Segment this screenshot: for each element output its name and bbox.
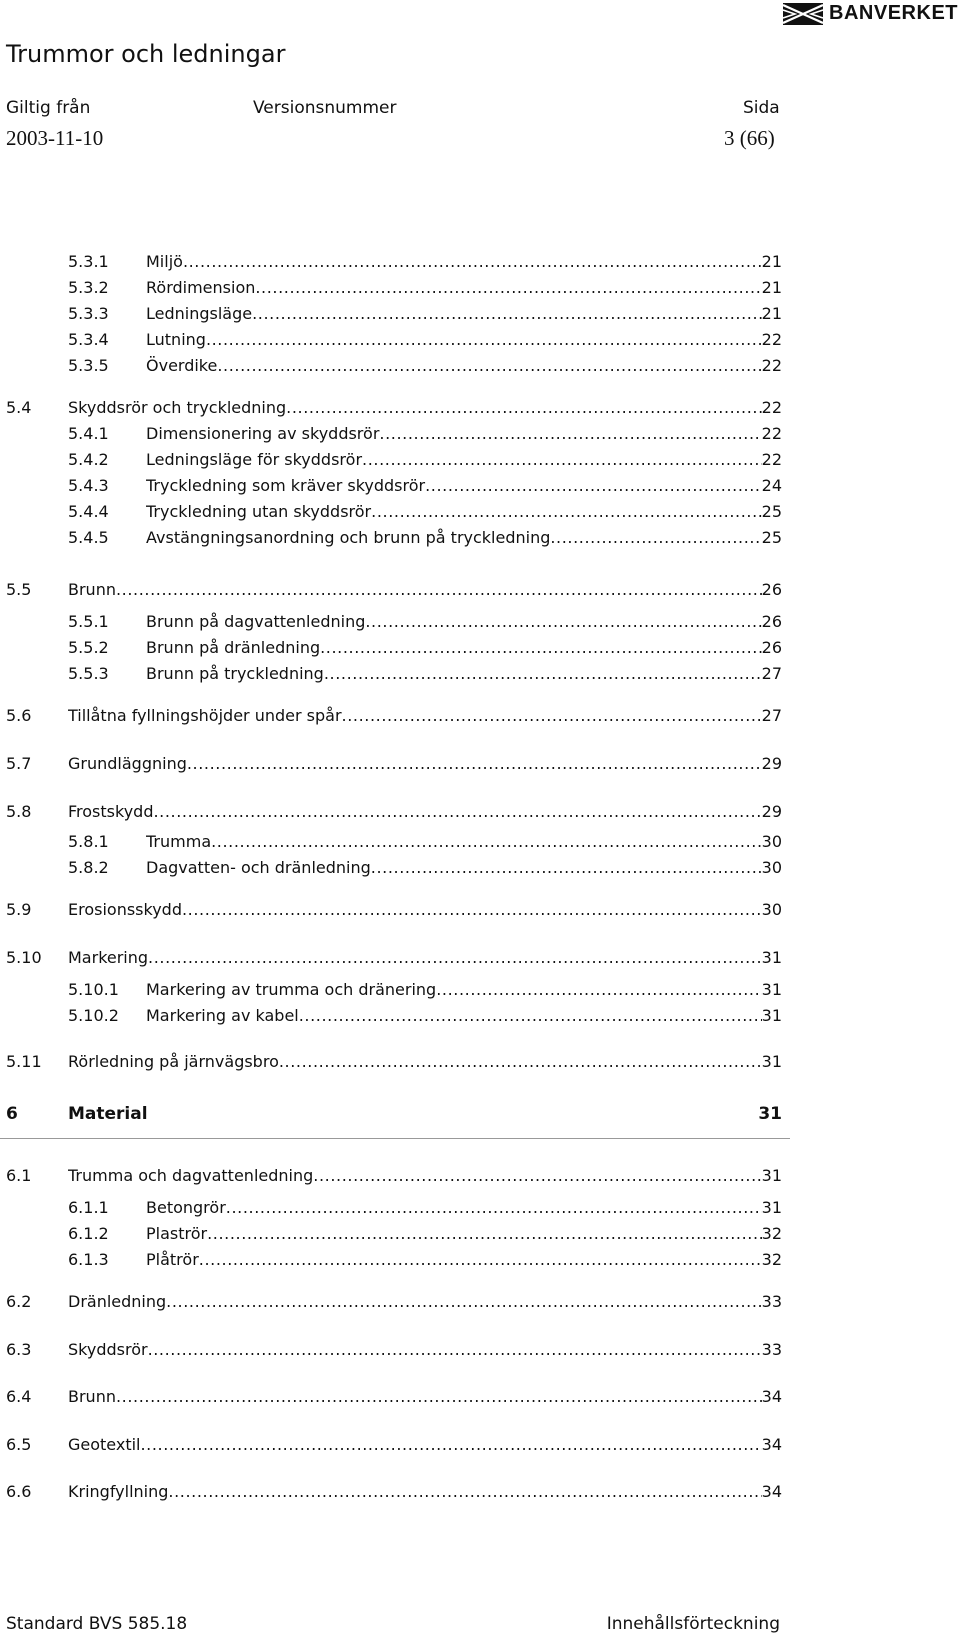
- page-number: 3 (66): [724, 126, 775, 150]
- toc-leader-dots: [116, 580, 762, 599]
- toc-leader-dots: [148, 948, 762, 967]
- toc-entry[interactable]: [68, 612, 782, 636]
- toc-entry[interactable]: [68, 476, 782, 500]
- toc-entry-number: 6.2: [6, 1292, 32, 1311]
- toc-leader-dots: [217, 356, 761, 375]
- version-label: Versionsnummer: [253, 98, 397, 118]
- toc-entry-page: 22: [761, 356, 782, 375]
- toc-leader-dots: [371, 502, 762, 521]
- toc-chapter-entry[interactable]: [6, 1104, 782, 1128]
- toc-entry-page: 21: [761, 278, 782, 297]
- toc-entry-number: 5.8: [6, 802, 32, 821]
- toc-entry-number: 6.4: [6, 1387, 32, 1406]
- toc-entry-title: Brunn på tryckledning: [146, 664, 324, 683]
- toc-entry-number: 5.4.1: [68, 424, 109, 443]
- toc-entry-page: 32: [761, 1224, 782, 1243]
- toc-entry[interactable]: [6, 706, 782, 730]
- toc-entry-number: 5.5.2: [68, 638, 109, 657]
- toc-entry-title: Erosionsskydd: [68, 900, 182, 919]
- logo-text: BANVERKET: [829, 2, 958, 24]
- toc-entry[interactable]: [6, 802, 782, 826]
- toc-entry-page: 21: [761, 252, 782, 271]
- toc-entry-title: Brunn: [68, 1387, 116, 1406]
- toc-entry[interactable]: [6, 1435, 782, 1459]
- toc-entry-number: 6.6: [6, 1482, 32, 1501]
- toc-entry-number: 5.5: [6, 580, 32, 599]
- toc-leader-dots: [320, 638, 762, 657]
- toc-entry-title: Tryckledning utan skyddsrör: [146, 502, 372, 521]
- toc-leader-dots: [371, 858, 762, 877]
- toc-entry[interactable]: [68, 330, 782, 354]
- toc-entry-number: 5.4.4: [68, 502, 109, 521]
- toc-entry-number: 5.5.1: [68, 612, 109, 631]
- toc-entry-title: Skyddsrör och tryckledning: [68, 398, 287, 417]
- toc-entry-page: 31: [761, 1006, 782, 1025]
- toc-entry[interactable]: [6, 1052, 782, 1076]
- toc-entry-title: Lutning: [146, 330, 206, 349]
- toc-entry-page: 27: [761, 706, 782, 725]
- toc-entry[interactable]: [6, 1482, 782, 1506]
- banverket-logo: [783, 2, 958, 25]
- toc-entry[interactable]: [68, 1250, 782, 1274]
- toc-entry-title: Tryckledning som kräver skyddsrör: [146, 476, 426, 495]
- toc-entry-page: 22: [761, 450, 782, 469]
- toc-entry[interactable]: [68, 450, 782, 474]
- document-title: Trummor och ledningar: [6, 40, 286, 68]
- toc-entry-title: Ledningsläge: [146, 304, 253, 323]
- toc-entry-page: 31: [761, 948, 782, 967]
- toc-entry-title: Kringfyllning: [68, 1482, 169, 1501]
- toc-leader-dots: [141, 1435, 762, 1454]
- toc-leader-dots: [199, 1250, 762, 1269]
- toc-entry-number: 6.1.2: [68, 1224, 109, 1243]
- toc-entry-page: 25: [761, 502, 782, 521]
- toc-entry-page: 26: [761, 638, 782, 657]
- toc-entry-page: 29: [761, 754, 782, 773]
- toc-entry[interactable]: [68, 356, 782, 380]
- footer-section: Innehållsförteckning: [606, 1614, 780, 1634]
- toc-entry-number: 5.6: [6, 706, 32, 725]
- toc-entry-page: 33: [761, 1292, 782, 1311]
- toc-entry-title: Material: [68, 1104, 148, 1124]
- toc-entry[interactable]: [6, 1292, 782, 1316]
- footer-standard: Standard BVS 585.18: [6, 1614, 188, 1634]
- toc-leader-dots: [365, 612, 761, 631]
- toc-entry[interactable]: [6, 1166, 782, 1190]
- toc-entry-page: 22: [761, 398, 782, 417]
- toc-entry-number: 6.1.1: [68, 1198, 109, 1217]
- toc-entry-number: 5.3.1: [68, 252, 109, 271]
- toc-leader-dots: [342, 706, 762, 725]
- toc-entry-page: 34: [761, 1435, 782, 1454]
- toc-entry-page: 31: [758, 1104, 782, 1124]
- toc-leader-dots: [299, 1006, 762, 1025]
- toc-entry-page: 32: [761, 1250, 782, 1269]
- toc-entry-title: Dagvatten- och dränledning: [146, 858, 371, 877]
- toc-entry-page: 21: [761, 304, 782, 323]
- toc-entry-title: Markering av trumma och dränering: [146, 980, 437, 999]
- toc-entry-title: Rörledning på järnvägsbro: [68, 1052, 279, 1071]
- toc-leader-dots: [148, 1340, 762, 1359]
- toc-leader-dots: [379, 424, 761, 443]
- toc-leader-dots: [206, 330, 762, 349]
- toc-entry-page: 30: [761, 858, 782, 877]
- toc-entry-number: 5.4.5: [68, 528, 109, 547]
- toc-leader-dots: [362, 450, 762, 469]
- toc-entry-page: 30: [761, 832, 782, 851]
- toc-leader-dots: [187, 754, 762, 773]
- toc-entry-page: 27: [761, 664, 782, 683]
- toc-entry-number: 6.5: [6, 1435, 32, 1454]
- toc-entry-number: 5.3.5: [68, 356, 109, 375]
- toc-entry-page: 31: [761, 1052, 782, 1071]
- toc-entry[interactable]: [68, 502, 782, 526]
- toc-leader-dots: [436, 980, 761, 999]
- toc-entry[interactable]: [68, 638, 782, 662]
- toc-entry-number: 6: [6, 1104, 18, 1124]
- toc-entry-title: Geotextil: [68, 1435, 141, 1454]
- toc-entry-title: Frostskydd: [68, 802, 154, 821]
- toc-entry[interactable]: [6, 580, 782, 604]
- toc-leader-dots: [286, 398, 761, 417]
- toc-entry-page: 24: [761, 476, 782, 495]
- toc-entry-title: Tillåtna fyllningshöjder under spår: [68, 706, 342, 725]
- toc-entry-page: 34: [761, 1387, 782, 1406]
- toc-entry-number: 5.10.1: [68, 980, 119, 999]
- toc-entry[interactable]: [68, 858, 782, 882]
- toc-entry-page: 30: [761, 900, 782, 919]
- toc-entry-number: 5.7: [6, 754, 32, 773]
- toc-leader-dots: [324, 664, 762, 683]
- toc-entry[interactable]: [6, 1387, 782, 1411]
- toc-leader-dots: [313, 1166, 761, 1185]
- toc-entry[interactable]: [68, 832, 782, 856]
- toc-entry-number: 5.8.2: [68, 858, 109, 877]
- toc-leader-dots: [168, 1482, 761, 1501]
- toc-entry-title: Grundläggning: [68, 754, 187, 773]
- toc-entry[interactable]: [68, 252, 782, 276]
- toc-entry[interactable]: [6, 398, 782, 422]
- toc-entry-title: Brunn: [68, 580, 116, 599]
- toc-entry-page: 26: [761, 612, 782, 631]
- toc-entry-number: 5.5.3: [68, 664, 109, 683]
- page-label: Sida: [743, 98, 780, 118]
- toc-entry-title: Ledningsläge för skyddsrör: [146, 450, 363, 469]
- toc-entry-page: 25: [761, 528, 782, 547]
- toc-entry[interactable]: [6, 1340, 782, 1364]
- toc-entry-page: 26: [761, 580, 782, 599]
- toc-entry-number: 5.9: [6, 900, 32, 919]
- toc-leader-dots: [279, 1052, 762, 1071]
- toc-leader-dots: [183, 252, 762, 271]
- toc-entry[interactable]: [68, 1006, 782, 1030]
- toc-leader-dots: [166, 1292, 761, 1311]
- valid-from-value: 2003-11-10: [6, 126, 104, 150]
- toc-entry-title: Avstängningsanordning och brunn på tryckledning: [146, 528, 551, 547]
- toc-entry-title: Markering: [68, 948, 149, 967]
- toc-entry-title: Överdike: [146, 356, 218, 375]
- toc-entry-title: Betongrör: [146, 1198, 226, 1217]
- toc-entry-page: 29: [761, 802, 782, 821]
- toc-entry[interactable]: [68, 1198, 782, 1222]
- toc-entry-title: Markering av kabel: [146, 1006, 299, 1025]
- toc-entry-title: Plåtrör: [146, 1250, 199, 1269]
- toc-entry-title: Dränledning: [68, 1292, 167, 1311]
- toc-entry[interactable]: [68, 664, 782, 688]
- toc-leader-dots: [550, 528, 761, 547]
- toc-entry-title: Dimensionering av skyddsrör: [146, 424, 380, 443]
- toc-leader-dots: [252, 304, 762, 323]
- toc-entry-page: 31: [761, 980, 782, 999]
- toc-entry[interactable]: [6, 754, 782, 778]
- toc-entry-title: Rördimension: [146, 278, 256, 297]
- toc-entry-page: 22: [761, 330, 782, 349]
- toc-entry-number: 5.10: [6, 948, 42, 967]
- toc-leader-dots: [425, 476, 762, 495]
- toc-entry-page: 31: [761, 1166, 782, 1185]
- chapter-divider: [0, 1138, 790, 1139]
- toc-entry-title: Miljö: [146, 252, 183, 271]
- toc-entry[interactable]: [68, 980, 782, 1004]
- toc-entry-number: 5.8.1: [68, 832, 109, 851]
- toc-entry-title: Skyddsrör: [68, 1340, 148, 1359]
- toc-entry-number: 5.4.3: [68, 476, 109, 495]
- toc-entry-page: 33: [761, 1340, 782, 1359]
- toc-entry-number: 6.1: [6, 1166, 32, 1185]
- toc-entry-number: 6.3: [6, 1340, 32, 1359]
- toc-entry[interactable]: [6, 900, 782, 924]
- toc-leader-dots: [211, 832, 762, 851]
- toc-entry-number: 5.4.2: [68, 450, 109, 469]
- toc-leader-dots: [255, 278, 761, 297]
- toc-entry-page: 34: [761, 1482, 782, 1501]
- toc-entry-title: Brunn på dränledning: [146, 638, 321, 657]
- banverket-emblem-icon: [783, 3, 823, 25]
- valid-from-label: Giltig från: [6, 98, 91, 118]
- toc-leader-dots: [153, 802, 761, 821]
- toc-entry-number: 5.4: [6, 398, 32, 417]
- toc-entry-number: 5.10.2: [68, 1006, 119, 1025]
- toc-entry-number: 5.3.3: [68, 304, 109, 323]
- toc-entry-title: Plaströr: [146, 1224, 208, 1243]
- toc-entry-number: 5.3.2: [68, 278, 109, 297]
- toc-leader-dots: [207, 1224, 762, 1243]
- toc-entry-title: Trumma: [146, 832, 212, 851]
- toc-entry-title: Trumma och dagvattenledning: [68, 1166, 314, 1185]
- toc-leader-dots: [226, 1198, 762, 1217]
- toc-leader-dots: [116, 1387, 762, 1406]
- toc-entry-title: Brunn på dagvattenledning: [146, 612, 366, 631]
- toc-entry-page: 31: [761, 1198, 782, 1217]
- toc-entry[interactable]: [68, 278, 782, 302]
- toc-leader-dots: [182, 900, 762, 919]
- toc-entry[interactable]: [68, 1224, 782, 1248]
- toc-entry-page: 22: [761, 424, 782, 443]
- toc-entry-number: 5.11: [6, 1052, 42, 1071]
- toc-entry[interactable]: [6, 948, 782, 972]
- toc-entry-number: 6.1.3: [68, 1250, 109, 1269]
- toc-entry-number: 5.3.4: [68, 330, 109, 349]
- toc-entry[interactable]: [68, 528, 782, 552]
- toc-entry[interactable]: [68, 304, 782, 328]
- toc-entry[interactable]: [68, 424, 782, 448]
